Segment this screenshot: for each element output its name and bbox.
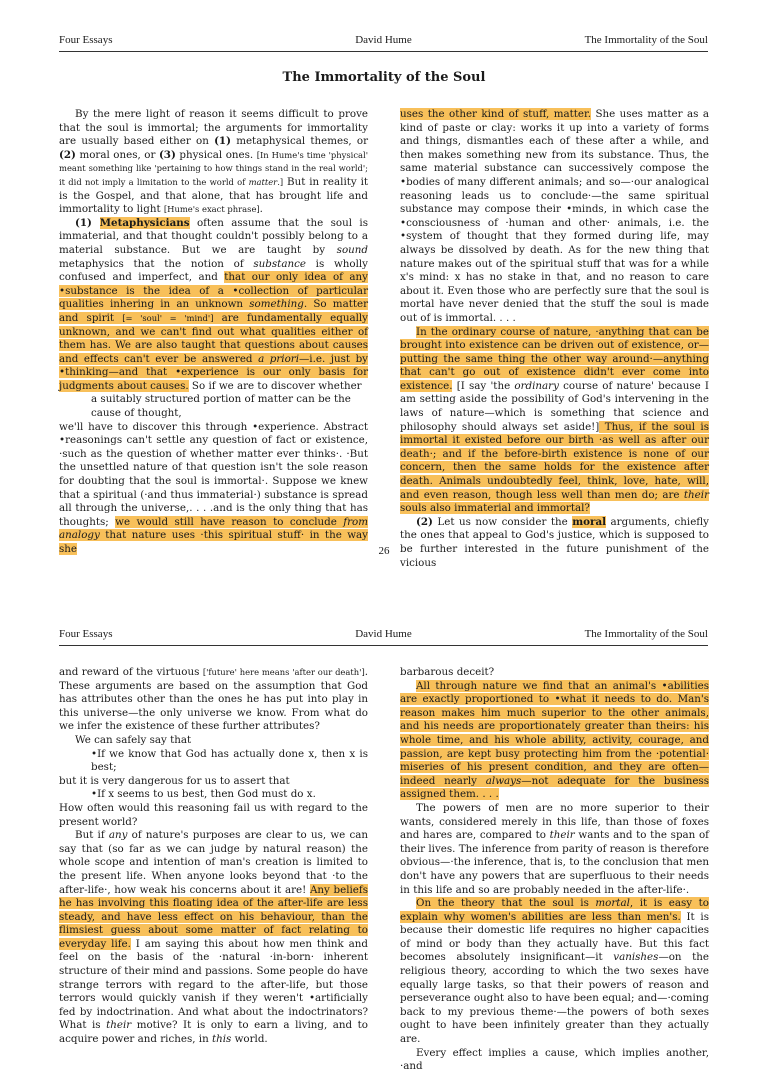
header-essay-title: The Immortality of the Soul: [584, 34, 708, 46]
header-author: David Hume: [355, 34, 412, 46]
paragraph: In the ordinary course of nature, ·anything that can be brought into existence can be driven out of existence, or—putting the same thing the other way around·—anything that can't go out of existence didn't ever come into existence. [I say 'the ordinary course of nature' because I am setting aside the possibility of God's intervening in the laws of nature—which is something that science and philosophy should always set aside!] Thus, if the soul is immortal it existed before our birth ·as well as after our death·; and if the before-birth existence is none of our concern, then the same holds for the existence after death. Animals undoubtedly feel, think, love, hate, will, and even reason, though less well than men do; are their souls also immaterial and immortal?: [400, 325, 709, 515]
paragraph: (2) Let us now consider the moral arguments, chiefly the ones that appeal to God's justice, which is supposed to be further interested in the future punishment of the vicious: [400, 515, 709, 569]
block-quote: a suitably structured portion of matter can be the cause of thought,: [91, 393, 351, 420]
paragraph: we'll have to discover this through •experience. Abstract •reasonings can't settle any question of fact or existence, ·such as the question of whether matter ever thinks·. ·But the unsettled nature of that question isn't the sole reason for doubting that the soul is immortal·. Suppose we knew that a spiritual (·and thus immaterial·) substance is spread all through the universe,. . . .and is the only thing that has thoughts; we would still have reason to conclude from analogy that nature uses ·this spiritual stuff· in the way she: [59, 420, 368, 555]
paragraph: (1) Metaphysicians often assume that the soul is immaterial, and that thought couldn't possibly belong to a material substance. But we are taught by sound metaphysics that the notion of substance is wholly confused and imperfect, and that our only idea of any •substance is the idea of a •collection of particular qualities inhering in an unknown something. So matter and spirit [= 'soul' = 'mind'] are fundamentally equally unknown, and we can't find out what qualities either of them has. We are also taught that questions about causes and effects can't ever be answered a priori—i.e. just by •thinking—and that •experience is our only basis for judgments about causes. So if we are to discover whether: [59, 216, 369, 392]
header-book-title: Four Essays: [59, 628, 113, 640]
highlighted-term: Metaphysicians: [99, 216, 190, 229]
paragraph: We can safely say that: [75, 733, 192, 746]
highlight: Any beliefs he has involving this floating idea of the after-life are less steady, and have less effect on his behaviour, than the flimsiest guess about some matter of fact relating to everyday life.: [59, 883, 368, 950]
header-rule: [59, 51, 708, 52]
paragraph: barbarous deceit?: [400, 666, 495, 678]
paragraph: Every effect implies a cause, which implies another, ·and: [400, 1046, 709, 1073]
highlight: uses the other kind of stuff, matter.: [400, 108, 592, 120]
highlight: Thus, if the soul is immortal it existed before our birth ·as well as after our death·; and if the before-birth existence is none of our concern, then the same holds for the existence after death. Animals undoubtedly feel, think, love, hate, will, and even reason, though less well than men do; are their souls also immaterial and immortal?: [400, 420, 709, 515]
page-2: [0, 575, 768, 1073]
paragraph: How often would this reasoning fail us with regard to the present world?: [59, 801, 368, 828]
header-book-title: Four Essays: [59, 34, 113, 46]
page-number: 26: [378, 545, 390, 557]
left-column: [59, 108, 369, 555]
right-column: [400, 108, 709, 569]
paragraph: and reward of the virtuous ['future' here means 'after our death']. These arguments are based on the assumption that God has attributes other than the ones he has put into play in this universe—the only universe we know. From what do we infer the existence of these further attributes?: [59, 666, 368, 733]
running-header: [59, 627, 708, 641]
left-column: [59, 666, 368, 1046]
highlighted-term: moral: [572, 515, 607, 528]
paragraph: uses the other kind of stuff, matter. She uses matter as a kind of paste or clay: works it up into a variety of forms and things, dismantles each of these after a while, and then makes something new from its substance. Thus, the same material substance can successively compose the •bodies of many different animals; and so—·our analogical reasoning leads us to conclude·—the same spiritual substance may compose their •minds, in which case the •consciousness of ·human and other· animals, i.e. the •system of thought that they formed during life, may always be dissolved by death. As for the new thing that nature makes out of the spiritual stuff that was for a while x's mind: x has no stake in that, and no reason to care about it. Even those who are perfectly sure that the soul is mortal have never denied that the stuff the soul is made out of is immortal. . . .: [400, 108, 709, 324]
highlight: All through nature we find that an animal's •abilities are exactly proportioned to •what it needs to do. Man's reason makes him much superior to the other animals, and his needs are proportionately greater than theirs: his whole time, and his whole ability, activity, courage, and passion, are kept busy protecting him from the ·potential· miseries of his present condition, and they are often—indeed nearly always—not adequate for the business assigned them. . . .: [400, 679, 709, 801]
right-column: [400, 666, 710, 1073]
paragraph: By the mere light of reason it seems difficult to prove that the soul is immortal; the arguments for immortality are usually based either on (1) metaphysical themes, or (2) moral ones, or (3) physical ones. [In Hume's time 'physical' meant something like 'pertaining to how things stand in the real world'; it did not imply a limitation to the world of matter.] But in reality it is the Gospel, and that alone, that has brought life and immortality to light [Hume's exact phrase].: [59, 108, 369, 216]
highlight: In the ordinary course of nature, ·anything that can be brought into existence can be driven out of existence, or—putting the same thing the other way around·—anything that can't go out of existence didn't ever come into existence.: [400, 325, 709, 392]
essay-title: The Immortality of the Soul: [282, 70, 486, 85]
inset-line: •If x seems to us best, then God must do x.: [91, 788, 316, 801]
paragraph: On the theory that the soul is mortal, it is easy to explain why women's abilities are less than men's. It is because their domestic life requires no higher capacities of mind or body than they actually have. But this fact becomes absolutely insignificant—it vanishes—on the religious theory, according to which the two sexes have equally large tasks, so that their powers of reason and perseverance ought also to have been equal; and—·coming back to my previous theme·—the powers of both sexes ought to have been infinitely greater than they actually are.: [400, 897, 710, 1046]
highlight: On the theory that the soul is mortal, it is easy to explain why women's abilities are less than men's.: [400, 897, 710, 923]
inset-line: •If we know that God has actually done x, then x is best;: [91, 747, 368, 774]
running-header: [59, 33, 708, 47]
paragraph: [400, 680, 709, 802]
header-author: David Hume: [355, 628, 412, 640]
paragraph: But if any of nature's purposes are clear to us, we can say that (so far as we can judge by natural reason) the whole scope and intention of man's creation is limited to the present life. When anyone looks beyond that ·to the after-life·, how weak his concerns about it are! Any beliefs he has involving this floating idea of the after-life are less steady, and have less effect on his behaviour, than the flimsiest guess about some matter of fact relating to everyday life. I am saying this about how men think and feel on the basis of the ·natural ·in-born· inherent structure of their mind and passions. Some people do have strange terrors with regard to the after-life, but those terrors would quickly vanish if they weren't •artificially fed by indoctrination. And what about the indoctrinators? What is their motive? It is only to earn a living, and to acquire power and riches, in this world.: [59, 829, 368, 1046]
highlight: we would still have reason to conclude from analogy that nature uses ·this spiritual stuff· in the way she: [59, 515, 368, 555]
paragraph: but it is very dangerous for us to assert that: [59, 774, 290, 787]
paragraph: The powers of men are no more superior to their wants, considered merely in this life, than those of foxes and hares are, compared to their wants and to the span of their lives. The inference from parity of reason is therefore obvious—·the inference, that is, to the conclusion that men don't have any powers that are superfluous to their needs in this life and so are probably needed in the after-life·.: [400, 801, 709, 896]
header-rule: [59, 645, 708, 646]
highlight: that our only idea of any •substance is the idea of a •collection of particular qualities inhering in an unknown something. So matter and spirit [= 'soul' = 'mind'] are fundamentally equally unknown, and we can't find out what qualities either of them has. We are also taught that questions about causes and effects can't ever be answered a priori—i.e. just by •thinking—and that •experience is our only basis for judgments about causes.: [59, 271, 368, 392]
header-essay-title: The Immortality of the Soul: [584, 628, 708, 640]
